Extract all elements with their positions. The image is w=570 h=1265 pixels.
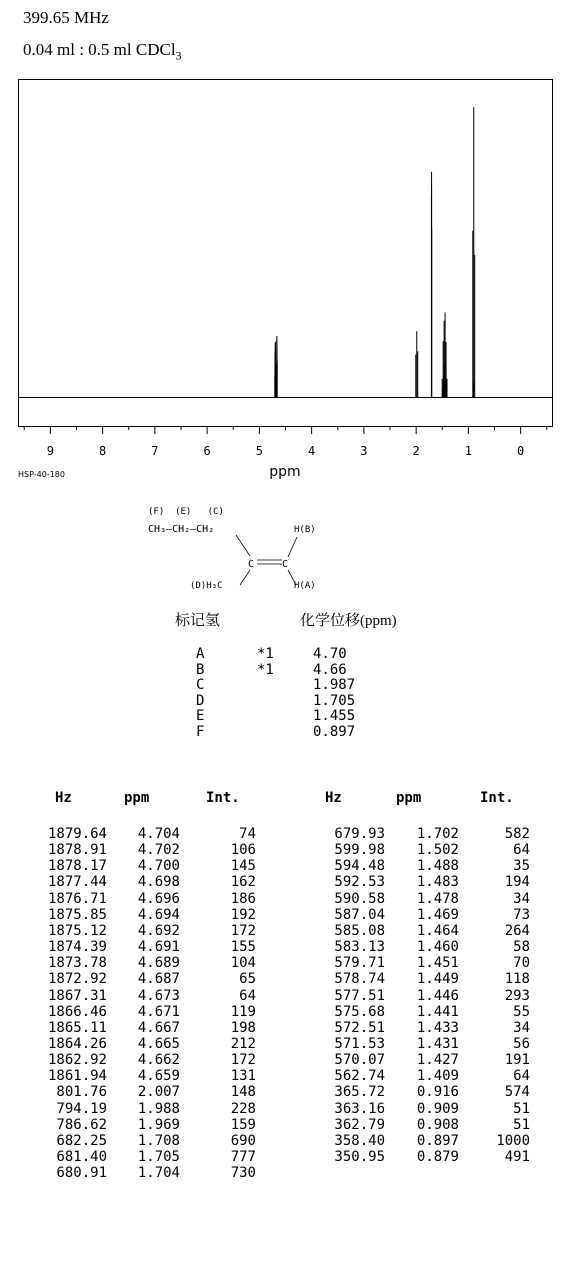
structure-c-left: C <box>248 559 255 570</box>
left-peak-int: 690 <box>230 1132 256 1149</box>
left-peak-int: 145 <box>230 858 256 875</box>
right-peak-ppm: 1.488 <box>416 858 459 875</box>
left-peak-hz: 1867.31 <box>47 987 107 1004</box>
left-peak-hz: 1861.94 <box>47 1068 107 1085</box>
right-peak-ppm: 0.908 <box>416 1116 459 1133</box>
structure-c-right: C <box>282 559 289 570</box>
left-peak-hz: 680.91 <box>56 1165 107 1182</box>
assignment-label: E <box>196 708 205 725</box>
assignment-shift: 1.987 <box>313 677 356 694</box>
right-peak-hz: 585.08 <box>334 922 385 939</box>
right-peak-hz: 350.95 <box>334 1149 385 1165</box>
x-tick-label: 3 <box>360 444 368 458</box>
right-peak-int: 35 <box>513 858 530 875</box>
right-peak-int: 64 <box>513 842 530 859</box>
right-peak-int: 491 <box>504 1149 530 1165</box>
left-peak-int: 192 <box>230 906 256 923</box>
left-peak-hz: 1872.92 <box>47 971 107 988</box>
left-peak-ppm: 1.969 <box>137 1116 180 1133</box>
left-peak-ppm: 4.673 <box>137 987 180 1004</box>
left-peak-ppm: 4.667 <box>137 1019 180 1036</box>
assignment-header-hydrogen: 标记氢 <box>175 613 221 629</box>
right-peak-hz: 362.79 <box>334 1116 385 1133</box>
left-peak-hz: 1864.26 <box>47 1035 107 1052</box>
left-peak-int: 172 <box>230 922 256 939</box>
right-peak-int: 56 <box>513 1035 530 1052</box>
x-axis-label: ppm <box>269 464 301 480</box>
right-peak-int: 73 <box>513 906 530 923</box>
right-peak-hz: 577.51 <box>334 987 385 1004</box>
right-peak-ppm: 1.460 <box>416 939 459 956</box>
left-peak-hz: 1874.39 <box>47 939 107 956</box>
left-peak-int: 148 <box>230 1084 256 1101</box>
right-peak-ppm: 1.449 <box>416 971 459 988</box>
left-peak-int: 119 <box>230 1003 256 1020</box>
right-header-hz: Hz <box>325 790 342 806</box>
left-peak-ppm: 4.694 <box>137 906 180 923</box>
left-peak-ppm: 4.692 <box>137 922 180 939</box>
left-peak-hz: 1873.78 <box>47 955 107 972</box>
left-header-hz: Hz <box>55 790 72 806</box>
left-peak-hz: 682.25 <box>56 1132 107 1149</box>
assignment-label: C <box>196 677 205 694</box>
right-peak-hz: 572.51 <box>334 1019 385 1036</box>
right-peak-ppm: 1.427 <box>416 1052 459 1069</box>
right-peak-int: 191 <box>504 1052 530 1069</box>
right-peak-ppm: 0.897 <box>416 1132 459 1149</box>
right-peak-ppm: 0.916 <box>416 1084 459 1101</box>
right-peak-hz: 575.68 <box>334 1003 385 1020</box>
spectrometer-frequency: 399.65 MHz <box>23 8 109 27</box>
right-peak-int: 51 <box>513 1116 530 1133</box>
left-peak-ppm: 4.704 <box>137 826 180 842</box>
left-peak-hz: 1875.12 <box>47 922 107 939</box>
left-peak-ppm: 1.988 <box>137 1100 180 1117</box>
left-peak-int: 104 <box>230 955 256 972</box>
right-peak-hz: 583.13 <box>334 939 385 956</box>
right-peak-ppm: 1.441 <box>416 1003 459 1020</box>
left-peak-int: 198 <box>230 1019 256 1036</box>
left-peak-hz: 801.76 <box>56 1084 107 1101</box>
left-peak-int: 730 <box>230 1165 256 1182</box>
structure-hb: H(B) <box>294 525 316 535</box>
right-peak-ppm: 1.431 <box>416 1035 459 1052</box>
assignment-shift: 1.705 <box>313 692 356 709</box>
assignment-note: *1 <box>257 661 274 678</box>
spectrum-code: HSP-40-180 <box>18 470 65 479</box>
right-peak-hz: 358.40 <box>334 1132 385 1149</box>
left-peak-ppm: 4.698 <box>137 874 180 891</box>
left-peak-int: 106 <box>230 842 256 859</box>
assignment-label: D <box>196 692 205 709</box>
right-peak-ppm: 1.446 <box>416 987 459 1004</box>
right-peak-ppm: 1.433 <box>416 1019 459 1036</box>
right-peak-ppm: 1.478 <box>416 890 459 907</box>
left-peak-ppm: 4.700 <box>137 858 180 875</box>
right-peak-int: 51 <box>513 1100 530 1117</box>
left-peak-ppm: 1.708 <box>137 1132 180 1149</box>
x-tick-label: 0 <box>517 444 525 458</box>
right-header-int: Int. <box>480 790 514 806</box>
left-peak-hz: 681.40 <box>56 1149 107 1165</box>
right-peak-hz: 592.53 <box>334 874 385 891</box>
right-peak-int: 194 <box>504 874 530 891</box>
left-peak-int: 172 <box>230 1052 256 1069</box>
right-peak-ppm: 1.469 <box>416 906 459 923</box>
right-peak-int: 1000 <box>496 1132 530 1149</box>
right-peak-ppm: 0.909 <box>416 1100 459 1117</box>
x-tick-label: 7 <box>151 444 159 458</box>
right-peak-int: 34 <box>513 1019 530 1036</box>
assignment-shift: 1.455 <box>313 708 356 725</box>
assignment-shift: 4.70 <box>313 646 347 662</box>
right-peak-int: 293 <box>504 987 530 1004</box>
right-peak-hz: 570.07 <box>334 1052 385 1069</box>
left-peak-hz: 1878.17 <box>47 858 107 875</box>
left-peak-hz: 1875.85 <box>47 906 107 923</box>
right-peak-ppm: 1.502 <box>416 842 459 859</box>
left-peak-int: 159 <box>230 1116 256 1133</box>
structure-dh3c: (D)H₃C <box>190 581 223 591</box>
assignment-label: F <box>196 724 205 740</box>
right-peak-ppm: 1.409 <box>416 1068 459 1085</box>
left-peak-ppm: 2.007 <box>137 1084 180 1101</box>
sample-ratio-main: 0.04 ml : 0.5 ml CDCl <box>23 40 176 59</box>
left-peak-ppm: 1.704 <box>137 1165 180 1182</box>
x-tick-label: 8 <box>98 444 107 458</box>
left-peak-hz: 1876.71 <box>47 890 107 907</box>
left-peak-int: 228 <box>230 1100 256 1117</box>
sample-ratio-subscript: 3 <box>175 48 182 63</box>
left-peak-int: 64 <box>239 987 256 1004</box>
x-tick-label: 4 <box>308 444 316 458</box>
right-peak-hz: 599.98 <box>334 842 385 859</box>
left-peak-ppm: 1.705 <box>137 1149 180 1165</box>
assignment-label: B <box>196 661 205 678</box>
right-peak-int: 582 <box>504 826 530 842</box>
left-peak-hz: 794.19 <box>56 1100 107 1117</box>
assignment-note: *1 <box>257 646 274 662</box>
x-tick-label: 1 <box>464 444 473 458</box>
right-peak-hz: 587.04 <box>334 906 385 923</box>
right-peak-hz: 571.53 <box>334 1035 385 1052</box>
left-peak-int: 186 <box>230 890 256 907</box>
left-peak-hz: 1866.46 <box>47 1003 107 1020</box>
right-peak-int: 55 <box>513 1003 530 1020</box>
left-peak-int: 65 <box>239 971 256 988</box>
left-peak-ppm: 4.702 <box>137 842 180 859</box>
structure-ha: H(A) <box>294 581 316 591</box>
right-peak-ppm: 0.879 <box>416 1149 459 1165</box>
left-header-int: Int. <box>206 790 240 806</box>
left-peak-ppm: 4.671 <box>137 1003 180 1020</box>
right-peak-hz: 363.16 <box>334 1100 385 1117</box>
left-peak-ppm: 4.696 <box>137 890 180 907</box>
left-peak-ppm: 4.691 <box>137 939 180 956</box>
right-header-ppm: ppm <box>396 790 422 806</box>
right-peak-ppm: 1.464 <box>416 922 459 939</box>
assignment-shift: 4.66 <box>313 661 347 678</box>
x-tick-label: 9 <box>46 444 54 458</box>
left-peak-int: 162 <box>230 874 256 891</box>
right-peak-int: 118 <box>504 971 530 988</box>
right-peak-int: 264 <box>504 922 530 939</box>
right-peak-int: 70 <box>513 955 530 972</box>
structure-chain: CH₃—CH₂—CH₂ <box>148 524 215 535</box>
left-peak-hz: 1878.91 <box>47 842 107 859</box>
right-peak-ppm: 1.451 <box>416 955 459 972</box>
x-tick-label: 6 <box>203 444 211 458</box>
left-peak-ppm: 4.689 <box>137 955 180 972</box>
left-peak-ppm: 4.665 <box>137 1035 180 1052</box>
left-peak-int: 74 <box>239 826 256 842</box>
left-peak-ppm: 4.662 <box>137 1052 180 1069</box>
left-peak-hz: 1877.44 <box>47 874 107 891</box>
right-peak-int: 64 <box>513 1068 530 1085</box>
assignment-header-shift: 化学位移(ppm) <box>300 613 397 629</box>
x-tick-label: 2 <box>412 444 420 458</box>
x-tick-label: 5 <box>255 444 263 458</box>
left-peak-int: 777 <box>230 1149 256 1165</box>
right-peak-hz: 562.74 <box>334 1068 385 1085</box>
right-peak-hz: 578.74 <box>334 971 385 988</box>
left-peak-hz: 1879.64 <box>47 826 107 842</box>
right-peak-hz: 590.58 <box>334 890 385 907</box>
right-peak-hz: 679.93 <box>334 826 385 842</box>
left-peak-int: 131 <box>230 1068 256 1085</box>
structure-top-labels: (F) (E) (C) <box>148 507 224 517</box>
assignment-label: A <box>196 646 205 662</box>
left-peak-hz: 786.62 <box>56 1116 107 1133</box>
right-peak-hz: 594.48 <box>334 858 385 875</box>
left-peak-ppm: 4.659 <box>137 1068 180 1085</box>
assignment-shift: 0.897 <box>313 724 356 740</box>
left-peak-int: 212 <box>230 1035 256 1052</box>
right-peak-ppm: 1.483 <box>416 874 459 891</box>
left-peak-int: 155 <box>230 939 256 956</box>
left-peak-hz: 1862.92 <box>47 1052 107 1069</box>
right-peak-int: 574 <box>504 1084 530 1101</box>
left-peak-ppm: 4.687 <box>137 971 180 988</box>
right-peak-hz: 579.71 <box>334 955 385 972</box>
right-peak-hz: 365.72 <box>334 1084 385 1101</box>
right-peak-int: 34 <box>513 890 530 907</box>
right-peak-ppm: 1.702 <box>416 826 459 842</box>
left-header-ppm: ppm <box>124 790 150 806</box>
right-peak-int: 58 <box>513 939 530 956</box>
left-peak-hz: 1865.11 <box>47 1019 107 1036</box>
